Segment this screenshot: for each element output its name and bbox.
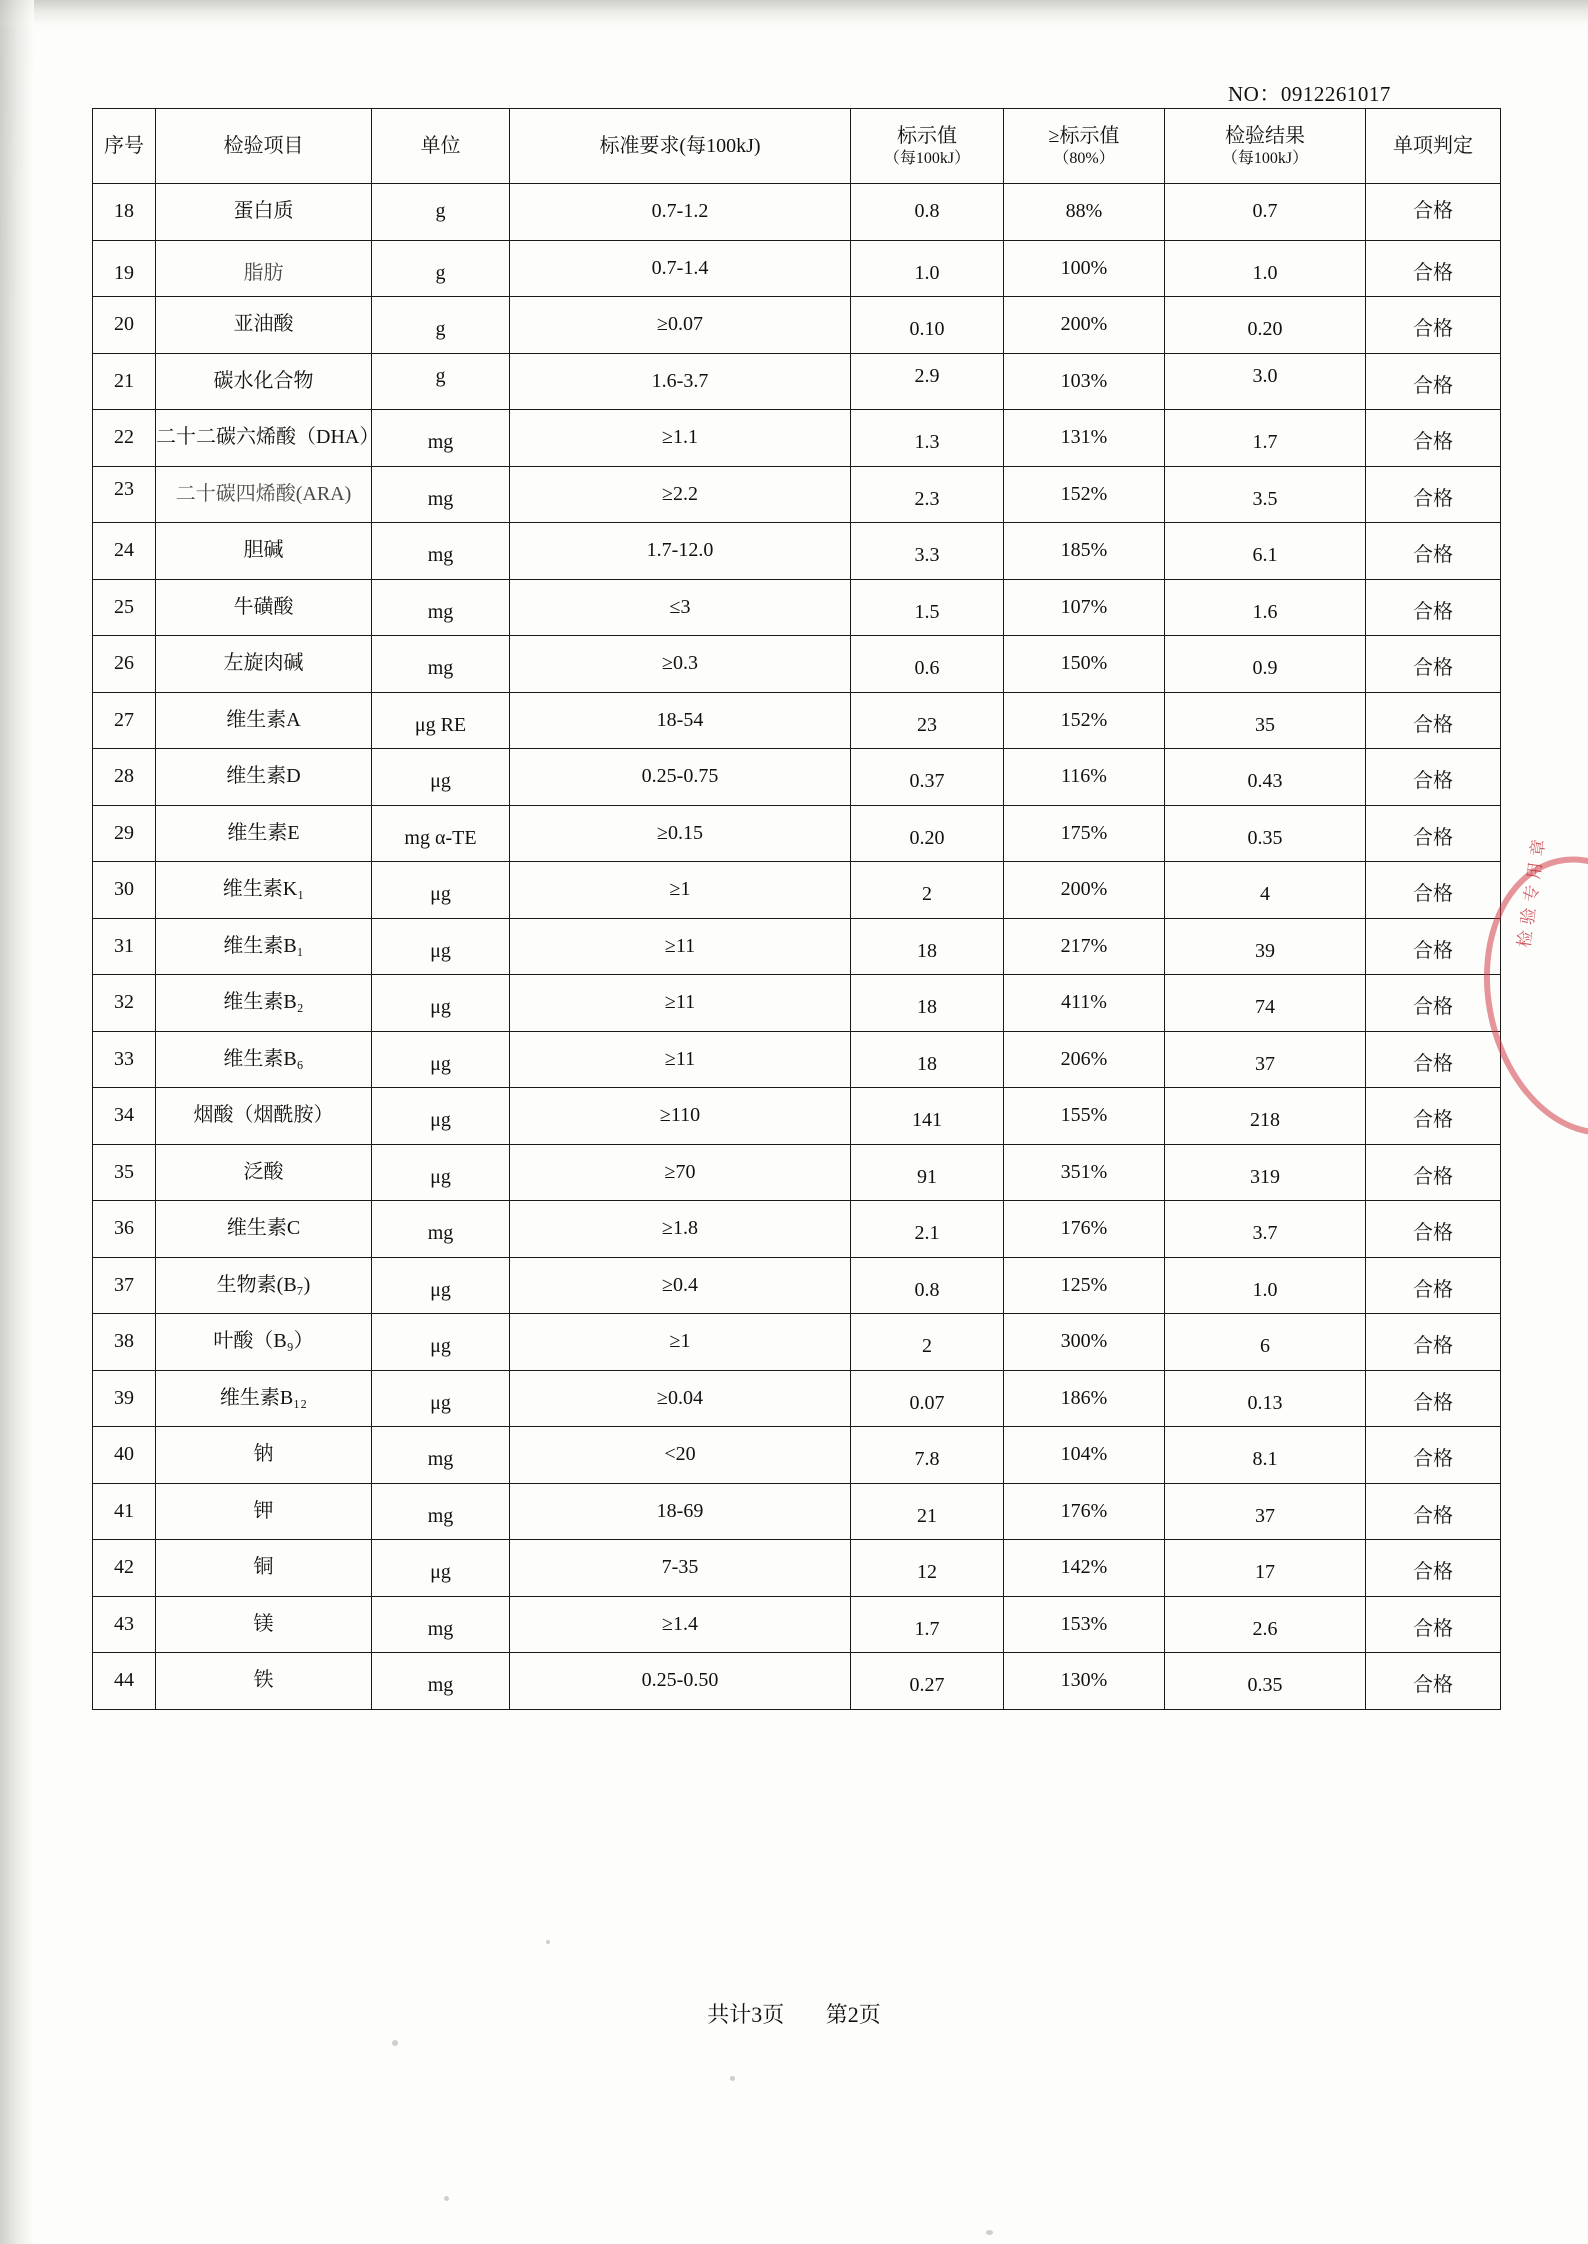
cell-no: 26	[93, 636, 156, 693]
cell-judgement: 合格	[1366, 302, 1501, 359]
cell-percent: 176%	[1004, 1483, 1165, 1540]
cell-standard: 1.7-12.0	[510, 523, 851, 580]
cell-item: 泛酸	[156, 1144, 372, 1201]
cell-judgement: 合格	[1366, 1262, 1501, 1319]
cell-judgement: 合格	[1366, 1658, 1501, 1715]
cell-item: 钾	[156, 1483, 372, 1540]
cell-result: 39	[1165, 923, 1366, 980]
cell-no: 38	[93, 1314, 156, 1371]
cell-percent: 300%	[1004, 1314, 1165, 1371]
cell-unit: μg	[372, 1545, 510, 1602]
cell-standard: 0.7-1.4	[510, 240, 851, 297]
cell-declared: 1.5	[851, 584, 1004, 641]
cell-judgement: 合格	[1366, 1488, 1501, 1545]
cell-declared: 141	[851, 1093, 1004, 1150]
table-row	[93, 579, 1501, 636]
cell-standard: ≥11	[510, 918, 851, 975]
cell-percent: 130%	[1004, 1653, 1165, 1710]
cell-declared: 1.0	[851, 245, 1004, 302]
cell-unit: μg	[372, 980, 510, 1037]
header-percent	[1004, 109, 1165, 184]
table-row	[93, 636, 1501, 693]
cell-declared: 0.8	[851, 1262, 1004, 1319]
cell-result: 35	[1165, 697, 1366, 754]
cell-item: 铁	[156, 1653, 372, 1710]
cell-standard: ≥1	[510, 862, 851, 919]
scan-speck	[986, 2230, 993, 2235]
cell-judgement: 合格	[1366, 1432, 1501, 1489]
cell-item: 维生素B₂	[156, 975, 372, 1032]
cell-no: 42	[93, 1540, 156, 1597]
scan-speck	[730, 2076, 735, 2081]
cell-result: 1.6	[1165, 584, 1366, 641]
cell-unit: μg	[372, 1036, 510, 1093]
cell-unit: mg	[372, 415, 510, 472]
cell-judgement: 合格	[1366, 415, 1501, 472]
cell-judgement: 合格	[1366, 754, 1501, 811]
cell-declared: 0.8	[851, 184, 1004, 241]
cell-percent: 103%	[1004, 353, 1165, 410]
cell-unit: μg RE	[372, 697, 510, 754]
cell-no: 21	[93, 353, 156, 410]
cell-standard: ≥1	[510, 1314, 851, 1371]
cell-item: 维生素D	[156, 749, 372, 806]
cell-declared: 0.07	[851, 1375, 1004, 1432]
header-declared-line1: 标示值	[897, 124, 957, 147]
cell-declared: 3.3	[851, 528, 1004, 585]
cell-no: 27	[93, 692, 156, 749]
cell-result: 6.1	[1165, 528, 1366, 585]
cell-result: 0.35	[1165, 810, 1366, 867]
cell-judgement: 合格	[1366, 1601, 1501, 1658]
cell-no: 23	[93, 461, 156, 518]
cell-standard: ≤3	[510, 579, 851, 636]
table-row	[93, 1088, 1501, 1145]
cell-judgement: 合格	[1366, 1093, 1501, 1150]
cell-declared: 0.10	[851, 302, 1004, 359]
cell-no: 24	[93, 523, 156, 580]
cell-standard: ≥0.15	[510, 805, 851, 862]
cell-unit: mg α-TE	[372, 810, 510, 867]
cell-percent: 150%	[1004, 636, 1165, 693]
cell-result: 17	[1165, 1545, 1366, 1602]
table-row	[93, 240, 1501, 297]
cell-unit: mg	[372, 471, 510, 528]
cell-percent: 200%	[1004, 297, 1165, 354]
cell-standard: 18-54	[510, 692, 851, 749]
cell-item: 维生素A	[156, 692, 372, 749]
cell-judgement: 合格	[1366, 1375, 1501, 1432]
cell-standard: ≥0.4	[510, 1257, 851, 1314]
cell-unit: g	[372, 184, 510, 241]
scan-speck	[392, 2040, 398, 2046]
cell-no: 33	[93, 1031, 156, 1088]
cell-no: 32	[93, 975, 156, 1032]
cell-standard: ≥11	[510, 1031, 851, 1088]
header-result-line1: 检验结果	[1225, 124, 1305, 147]
page-edge-top	[0, 0, 1588, 26]
cell-declared: 18	[851, 1036, 1004, 1093]
header-percent-line2: （80%）	[1053, 149, 1115, 167]
cell-no: 20	[93, 297, 156, 354]
cell-declared: 18	[851, 923, 1004, 980]
cell-percent: 107%	[1004, 579, 1165, 636]
table-row	[93, 975, 1501, 1032]
cell-item: 左旋肉碱	[156, 636, 372, 693]
cell-percent: 153%	[1004, 1596, 1165, 1653]
cell-percent: 175%	[1004, 805, 1165, 862]
cell-judgement: 合格	[1366, 528, 1501, 585]
table-row	[93, 1653, 1501, 1710]
cell-standard: 0.7-1.2	[510, 184, 851, 241]
cell-item: 碳水化合物	[156, 353, 372, 410]
cell-percent: 351%	[1004, 1144, 1165, 1201]
cell-standard: <20	[510, 1427, 851, 1484]
cell-unit: mg	[372, 1488, 510, 1545]
cell-percent: 217%	[1004, 918, 1165, 975]
cell-item: 亚油酸	[156, 297, 372, 354]
header-result	[1165, 109, 1366, 184]
cell-no: 29	[93, 805, 156, 862]
table-row	[93, 1540, 1501, 1597]
cell-percent: 185%	[1004, 523, 1165, 580]
cell-item: 牛磺酸	[156, 579, 372, 636]
cell-percent: 100%	[1004, 240, 1165, 297]
cell-result: 2.6	[1165, 1601, 1366, 1658]
cell-no: 31	[93, 918, 156, 975]
cell-item: 维生素E	[156, 805, 372, 862]
table-row	[93, 1257, 1501, 1314]
cell-result: 0.7	[1165, 184, 1366, 241]
cell-item: 维生素B₆	[156, 1031, 372, 1088]
cell-result: 0.9	[1165, 641, 1366, 698]
cell-judgement: 合格	[1366, 810, 1501, 867]
table-row	[93, 692, 1501, 749]
cell-unit: μg	[372, 1149, 510, 1206]
inspection-results-table	[92, 108, 1501, 1710]
cell-result: 319	[1165, 1149, 1366, 1206]
header-percent-line1: ≥标示值	[1048, 124, 1120, 147]
cell-judgement: 合格	[1366, 184, 1501, 241]
table-row	[93, 1483, 1501, 1540]
cell-no: 19	[93, 245, 156, 302]
cell-declared: 2.1	[851, 1206, 1004, 1263]
cell-judgement: 合格	[1366, 584, 1501, 641]
cell-percent: 155%	[1004, 1088, 1165, 1145]
header-standard: 标准要求(每100kJ)	[510, 109, 851, 184]
cell-percent: 200%	[1004, 862, 1165, 919]
cell-standard: 18-69	[510, 1483, 851, 1540]
cell-unit: mg	[372, 1658, 510, 1715]
table-row	[93, 918, 1501, 975]
table-row	[93, 353, 1501, 410]
table-row	[93, 466, 1501, 523]
cell-standard: ≥110	[510, 1088, 851, 1145]
cell-no: 36	[93, 1201, 156, 1258]
table-header-row	[93, 109, 1501, 184]
stamp-label: 检验专用章	[1514, 832, 1550, 949]
cell-declared: 2.9	[851, 348, 1004, 405]
cell-no: 40	[93, 1427, 156, 1484]
cell-declared: 2	[851, 867, 1004, 924]
cell-item: 镁	[156, 1596, 372, 1653]
cell-item: 维生素B₁₂	[156, 1370, 372, 1427]
table-row	[93, 749, 1501, 806]
footer-current-page: 第2页	[825, 2002, 881, 2027]
cell-result: 8.1	[1165, 1432, 1366, 1489]
cell-result: 6	[1165, 1319, 1366, 1376]
cell-unit: mg	[372, 584, 510, 641]
header-judgement: 单项判定	[1366, 109, 1501, 184]
table-row	[93, 1201, 1501, 1258]
cell-result: 3.5	[1165, 471, 1366, 528]
cell-standard: ≥2.2	[510, 466, 851, 523]
cell-no: 28	[93, 749, 156, 806]
table-row	[93, 1596, 1501, 1653]
cell-result: 3.0	[1165, 348, 1366, 405]
cell-result: 37	[1165, 1036, 1366, 1093]
cell-unit: μg	[372, 867, 510, 924]
cell-declared: 0.20	[851, 810, 1004, 867]
cell-standard: ≥0.04	[510, 1370, 851, 1427]
cell-item: 蛋白质	[156, 184, 372, 241]
cell-result: 1.7	[1165, 415, 1366, 472]
cell-no: 25	[93, 579, 156, 636]
cell-judgement: 合格	[1366, 867, 1501, 924]
cell-standard: 0.25-0.50	[510, 1653, 851, 1710]
cell-item: 铜	[156, 1540, 372, 1597]
cell-percent: 131%	[1004, 410, 1165, 467]
cell-standard: 7-35	[510, 1540, 851, 1597]
cell-unit: g	[372, 302, 510, 359]
scan-speck	[444, 2196, 449, 2201]
cell-declared: 12	[851, 1545, 1004, 1602]
cell-unit: mg	[372, 1206, 510, 1263]
scan-speck	[546, 1940, 550, 1944]
cell-percent: 411%	[1004, 975, 1165, 1032]
cell-item: 维生素C	[156, 1201, 372, 1258]
cell-standard: ≥1.8	[510, 1201, 851, 1258]
cell-result: 1.0	[1165, 245, 1366, 302]
cell-judgement: 合格	[1366, 1036, 1501, 1093]
cell-unit: mg	[372, 641, 510, 698]
cell-standard: 0.25-0.75	[510, 749, 851, 806]
cell-declared: 18	[851, 980, 1004, 1037]
page-edge-left	[0, 0, 34, 2244]
table-row	[93, 1427, 1501, 1484]
table-row	[93, 1314, 1501, 1371]
table-row	[93, 1144, 1501, 1201]
cell-no: 18	[93, 184, 156, 241]
cell-result: 218	[1165, 1093, 1366, 1150]
cell-judgement: 合格	[1366, 980, 1501, 1037]
cell-judgement: 合格	[1366, 245, 1501, 302]
cell-declared: 21	[851, 1488, 1004, 1545]
table-row	[93, 1031, 1501, 1088]
cell-item: 脂肪	[156, 245, 372, 302]
cell-no: 30	[93, 862, 156, 919]
cell-unit: μg	[372, 1262, 510, 1319]
table-row	[93, 805, 1501, 862]
cell-result: 0.13	[1165, 1375, 1366, 1432]
cell-judgement: 合格	[1366, 923, 1501, 980]
cell-item: 维生素K₁	[156, 862, 372, 919]
cell-standard: ≥1.1	[510, 410, 851, 467]
cell-judgement: 合格	[1366, 471, 1501, 528]
table-header	[93, 109, 1501, 184]
header-declared	[851, 109, 1004, 184]
cell-declared: 0.6	[851, 641, 1004, 698]
cell-declared: 0.37	[851, 754, 1004, 811]
table-body	[93, 184, 1501, 1710]
cell-no: 41	[93, 1483, 156, 1540]
cell-standard: ≥11	[510, 975, 851, 1032]
cell-no: 43	[93, 1596, 156, 1653]
table-row	[93, 184, 1501, 241]
cell-percent: 142%	[1004, 1540, 1165, 1597]
cell-result: 4	[1165, 867, 1366, 924]
cell-unit: mg	[372, 528, 510, 585]
cell-declared: 7.8	[851, 1432, 1004, 1489]
report-number: NO：0912261017	[1228, 82, 1391, 106]
cell-standard: ≥0.07	[510, 297, 851, 354]
cell-no: 37	[93, 1257, 156, 1314]
table-row	[93, 862, 1501, 919]
cell-item: 二十二碳六烯酸（DHA）	[156, 410, 372, 467]
page-footer	[0, 1998, 1588, 2029]
cell-percent: 152%	[1004, 466, 1165, 523]
cell-no: 39	[93, 1370, 156, 1427]
table-row	[93, 297, 1501, 354]
cell-judgement: 合格	[1366, 697, 1501, 754]
cell-declared: 91	[851, 1149, 1004, 1206]
cell-declared: 1.3	[851, 415, 1004, 472]
cell-unit: μg	[372, 1093, 510, 1150]
cell-result: 0.20	[1165, 302, 1366, 359]
cell-percent: 104%	[1004, 1427, 1165, 1484]
footer-total-pages: 共计3页	[707, 2002, 785, 2027]
header-unit: 单位	[372, 109, 510, 184]
header-result-line2: （每100kJ）	[1221, 149, 1309, 167]
cell-judgement: 合格	[1366, 1149, 1501, 1206]
cell-judgement: 合格	[1366, 1319, 1501, 1376]
table-row	[93, 410, 1501, 467]
cell-percent: 88%	[1004, 184, 1165, 241]
cell-percent: 206%	[1004, 1031, 1165, 1088]
cell-percent: 186%	[1004, 1370, 1165, 1427]
cell-result: 3.7	[1165, 1206, 1366, 1263]
cell-standard: ≥1.4	[510, 1596, 851, 1653]
cell-declared: 0.27	[851, 1658, 1004, 1715]
cell-result: 0.43	[1165, 754, 1366, 811]
cell-item: 叶酸（B₉）	[156, 1314, 372, 1371]
cell-standard: ≥70	[510, 1144, 851, 1201]
cell-result: 37	[1165, 1488, 1366, 1545]
cell-item: 二十碳四烯酸(ARA)	[156, 466, 372, 523]
cell-item: 钠	[156, 1427, 372, 1484]
cell-item: 生物素(B₇)	[156, 1257, 372, 1314]
cell-percent: 152%	[1004, 692, 1165, 749]
cell-item: 维生素B₁	[156, 918, 372, 975]
table-row	[93, 1370, 1501, 1427]
cell-declared: 1.7	[851, 1601, 1004, 1658]
header-item: 检验项目	[156, 109, 372, 184]
cell-standard: ≥0.3	[510, 636, 851, 693]
cell-unit: μg	[372, 1375, 510, 1432]
cell-unit: mg	[372, 1601, 510, 1658]
cell-judgement: 合格	[1366, 641, 1501, 698]
cell-unit: g	[372, 348, 510, 405]
cell-result: 0.35	[1165, 1658, 1366, 1715]
table-row	[93, 523, 1501, 580]
cell-result: 1.0	[1165, 1262, 1366, 1319]
cell-declared: 23	[851, 697, 1004, 754]
cell-percent: 125%	[1004, 1257, 1165, 1314]
cell-declared: 2	[851, 1319, 1004, 1376]
cell-judgement: 合格	[1366, 1206, 1501, 1263]
cell-declared: 2.3	[851, 471, 1004, 528]
cell-no: 35	[93, 1144, 156, 1201]
header-no: 序号	[93, 109, 156, 184]
cell-percent: 116%	[1004, 749, 1165, 806]
cell-result: 74	[1165, 980, 1366, 1037]
cell-no: 22	[93, 410, 156, 467]
cell-unit: g	[372, 245, 510, 302]
cell-item: 烟酸（烟酰胺）	[156, 1088, 372, 1145]
cell-unit: μg	[372, 754, 510, 811]
header-declared-line2: （每100kJ）	[883, 149, 971, 167]
cell-standard: 1.6-3.7	[510, 353, 851, 410]
cell-judgement: 合格	[1366, 358, 1501, 415]
cell-unit: μg	[372, 1319, 510, 1376]
cell-judgement: 合格	[1366, 1545, 1501, 1602]
cell-no: 34	[93, 1088, 156, 1145]
cell-no: 44	[93, 1653, 156, 1710]
cell-item: 胆碱	[156, 523, 372, 580]
cell-percent: 176%	[1004, 1201, 1165, 1258]
cell-unit: mg	[372, 1432, 510, 1489]
cell-unit: μg	[372, 923, 510, 980]
